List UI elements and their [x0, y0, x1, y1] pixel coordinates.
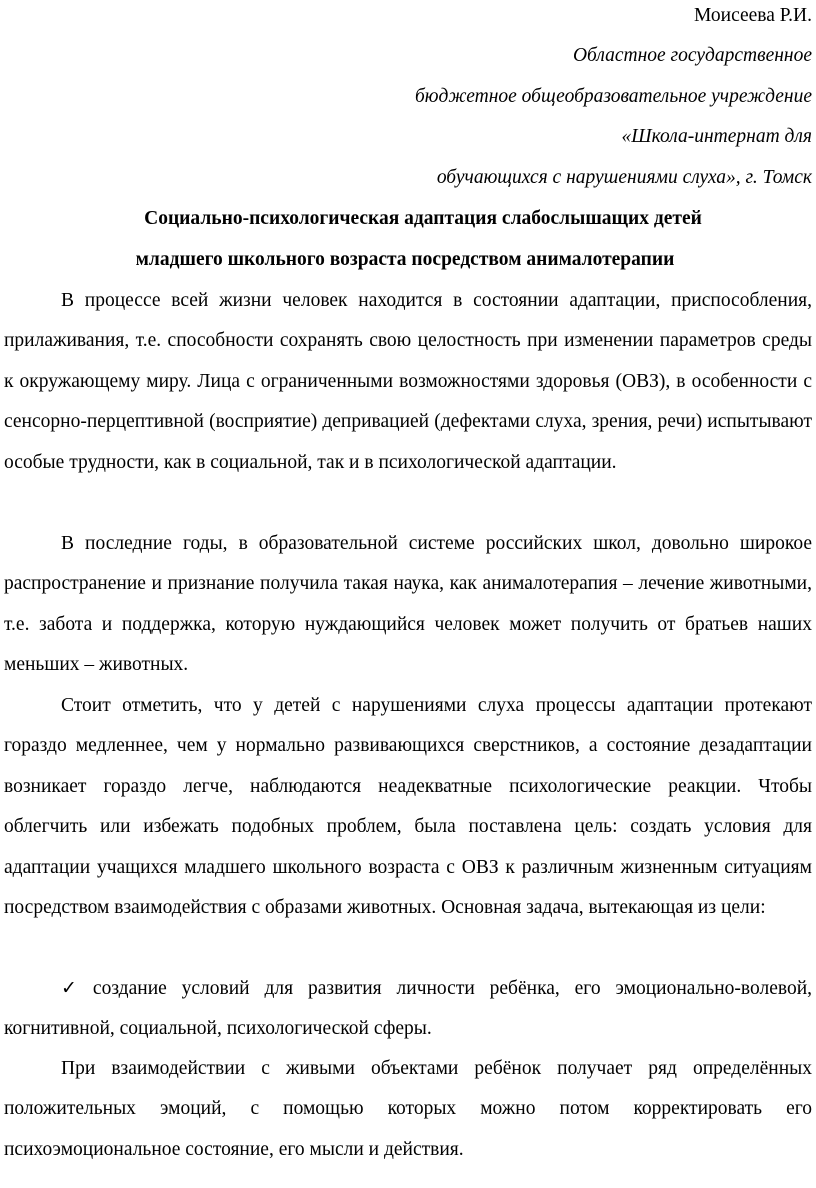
bullet-item-text: создание условий для развития личности ребёнка, его эмоционально-волевой, когнитивной, социальной, психологической сферы.	[4, 978, 813, 1040]
paragraph-3: Стоит отметить, что у детей с нарушениями слуха процессы адаптации протекают гораздо медленнее, чем у нормально развивающихся сверстников, а состояние дезадаптации возникает гораздо легче, наблюдаются неадекватные психологические реакции. Чтобы облегчить или избежать подобных проблем, была поставлена цель: создать условия для адаптации учащихся младшего школьного возраста с ОВЗ к различным жизненным ситуациям посредством взаимодействия с образами животных. Основная задача, вытекающая из цели:	[4, 695, 812, 919]
author-name: Моисеева Р.И.	[694, 5, 812, 26]
paragraph-2: В последние годы, в образовательной системе российских школ, довольно широкое распространение и признание получила такая наука, как анималотерапия – лечение животными, т.е. забота и поддержка, которую нуждающийся человек может получить от братьев наших меньших – животных.	[4, 533, 812, 676]
organization-line-1: Областное государственное	[572, 45, 812, 66]
organization-line-3: «Школа-интернат для	[621, 126, 812, 147]
paragraph-1: В процессе всей жизни человек находится в состоянии адаптации, приспособления, прилаживания, т.е. способности сохранять свою целостность при изменении параметров среды к окружающему миру. Лица с ограниченными возможностями здоровья (ОВЗ), в особенности с сенсорно-перцептивной (восприятие) депривацией (дефектами слуха, зрения, речи) испытывают особые трудности, как в социальной, так и в психологической адаптации.	[4, 290, 812, 473]
bullet-item	[4, 968, 812, 1050]
title-line-1: Социально-психологическая адаптация слабослышащих детей	[144, 208, 702, 229]
organization-line-2: бюджетное общеобразовательное учреждение	[414, 86, 812, 107]
check-icon: ✓	[61, 977, 87, 999]
paragraph-4: При взаимодействии с живыми объектами ребёнок получает ряд определённых положительных эмоций, с помощью которых можно потом корректировать его психоэмоциональное состояние, его мысли и действия.	[4, 1058, 812, 1160]
title-line-2: младшего школьного возраста посредством анималотерапии	[135, 249, 675, 270]
organization-line-4: обучающихся с нарушениями слуха», г. Томск	[436, 167, 812, 188]
